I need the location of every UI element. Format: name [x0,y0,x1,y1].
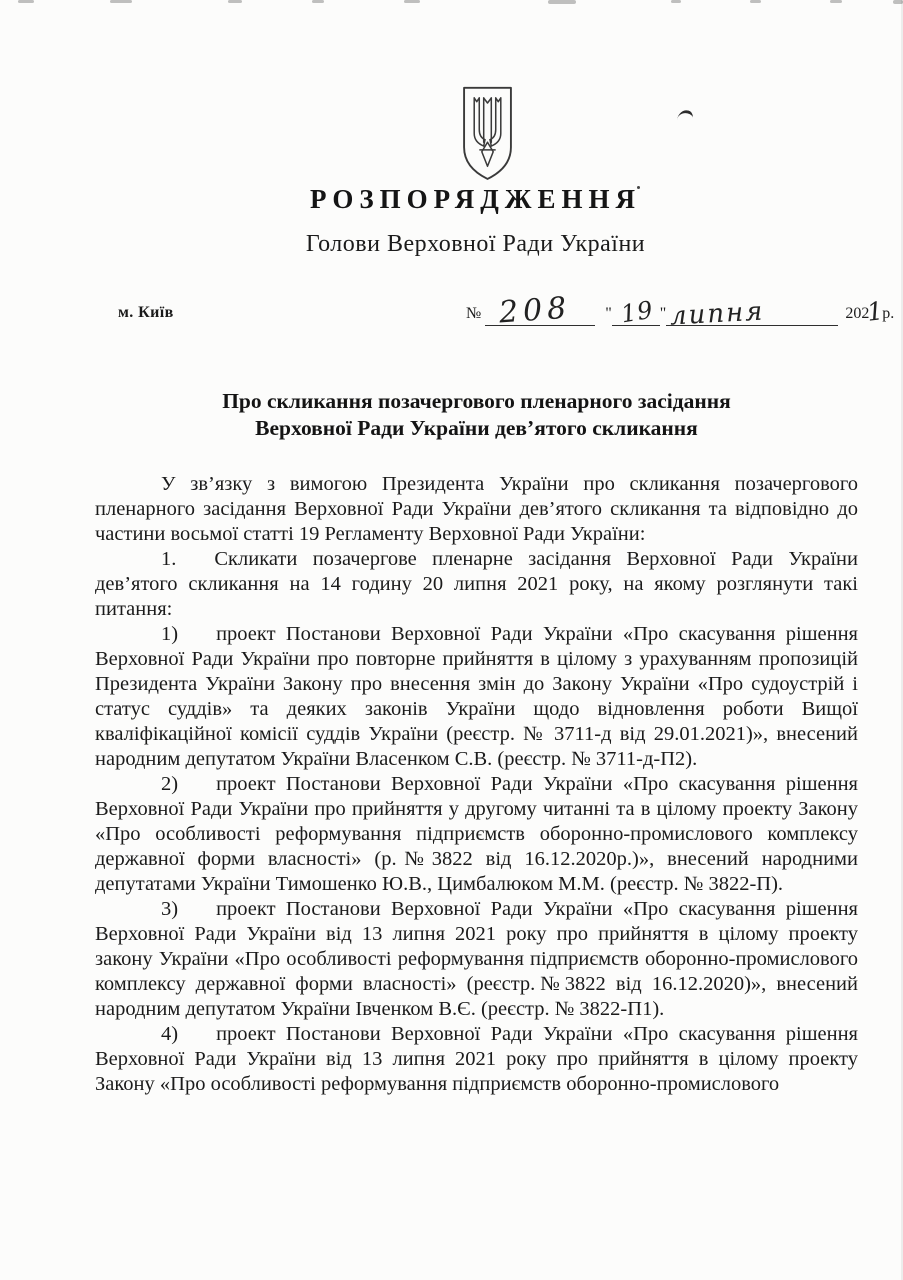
day-underline [612,295,660,329]
scan-artifact-dash [830,0,842,3]
month-underline [666,295,838,332]
document-body [95,472,858,1097]
year-printed: 202 [845,305,870,322]
year-digit-handwritten: 1 [865,296,885,327]
scan-artifact-dash [18,0,34,3]
number-underline [485,290,595,331]
year-suffix: р. [882,305,895,322]
item-text: проект Постанови Верховної Ради України «Про скасування рішення Верховної Ради України про повторне прийняття в цілому з урахуванням пропозицій Президента України Закону про внесення змін до Закону України «Про судоустрій і статус суддів» та деяких законів України щодо відновлення роботи Вищої кваліфікаційної комісії суддів України (реєстр. № 3711-д від 29.01.2021)», внесений народним депутатом України Власенком С.В. (реєстр. № 3711-д-П2). [95,623,858,770]
scan-artifact-dash [750,0,761,3]
scan-artifact-dash [110,0,132,3]
issuer-title: Голови Верховної Ради України [305,231,646,257]
document-type-title: РОЗПОРЯДЖЕННЯ [309,184,642,214]
list-item [95,772,858,897]
scan-artifact-dash [671,0,681,3]
scan-artifact-dash [228,0,242,3]
item-number: 1. [161,548,177,570]
list-item [95,622,858,772]
quote-close: " [659,305,667,322]
doc-number-date-line [466,290,895,332]
item-number: 3) [161,898,179,920]
place-label: м. Київ [118,304,174,321]
number-sign: № [466,305,482,322]
pen-stray-mark [677,109,694,123]
list-item [95,897,858,1022]
item-text: проект Постанови Верховної Ради України «Про скасування рішення Верховної Ради України від 13 липня 2021 року про прийняття в цілому проекту закону України «Про особливості реформування підприємств оборонно-промислового комплексу державної форми власності» (реєстр.№3822 від 16.12.2020)», внесений народним депутатом України Івченком В.Є. (реєстр. № 3822-П1). [95,898,858,1020]
day-handwritten: 19 [618,295,656,329]
item-number: 4) [161,1023,179,1045]
item-text: проект Постанови Верховної Ради України «Про скасування рішення Верховної Ради України від 13 липня 2021 року про прийняття в цілому проекту Закону «Про особливості реформування підприємств оборонно-промислового [95,1023,858,1095]
subject-heading [95,388,858,442]
document-header [60,184,891,258]
subject-line1: Про скликання позачергового пленарного засідання [222,389,731,413]
ukraine-trident-emblem-icon [459,84,516,189]
list-item [95,547,858,622]
scan-artifact-dash [312,0,324,3]
item-number: 1) [161,623,179,645]
quote-open: " [605,305,612,322]
scan-artifact-dash [404,0,420,3]
doc-number-handwritten: 208 [498,290,573,331]
item-number: 2) [161,773,179,795]
list-item [95,1022,858,1097]
item-text: Скликати позачергове пленарне засідання Верховної Ради України дев’ятого скликання на 14 годину 20 липня 2021 року, на якому розглянути такі питання: [95,548,858,620]
subject-line2: Верховної Ради України дев’ятого скликання [255,416,698,440]
item-text: проект Постанови Верховної Ради України «Про скасування рішення Верховної Ради України про прийняття у другому читанні та в цілому проекту Закону «Про особливості реформування підприємств оборонно-промислового комплексу державної форми власності» (р.№3822 від 16.12.2020р.)», внесений народними депутатами України Тимошенко Ю.В., Цимбалюком М.М. (реєстр. № 3822-П). [95,773,858,895]
scan-artifact-dash [548,0,576,4]
intro-paragraph: У зв’язку з вимогою Президента України про скликання позачергового пленарного засідання Верховної Ради України дев’ятого скликання та відповідно до частини восьмої статті 19 Регламенту Верховної Ради України: [95,473,858,545]
month-handwritten: липня [669,296,766,332]
